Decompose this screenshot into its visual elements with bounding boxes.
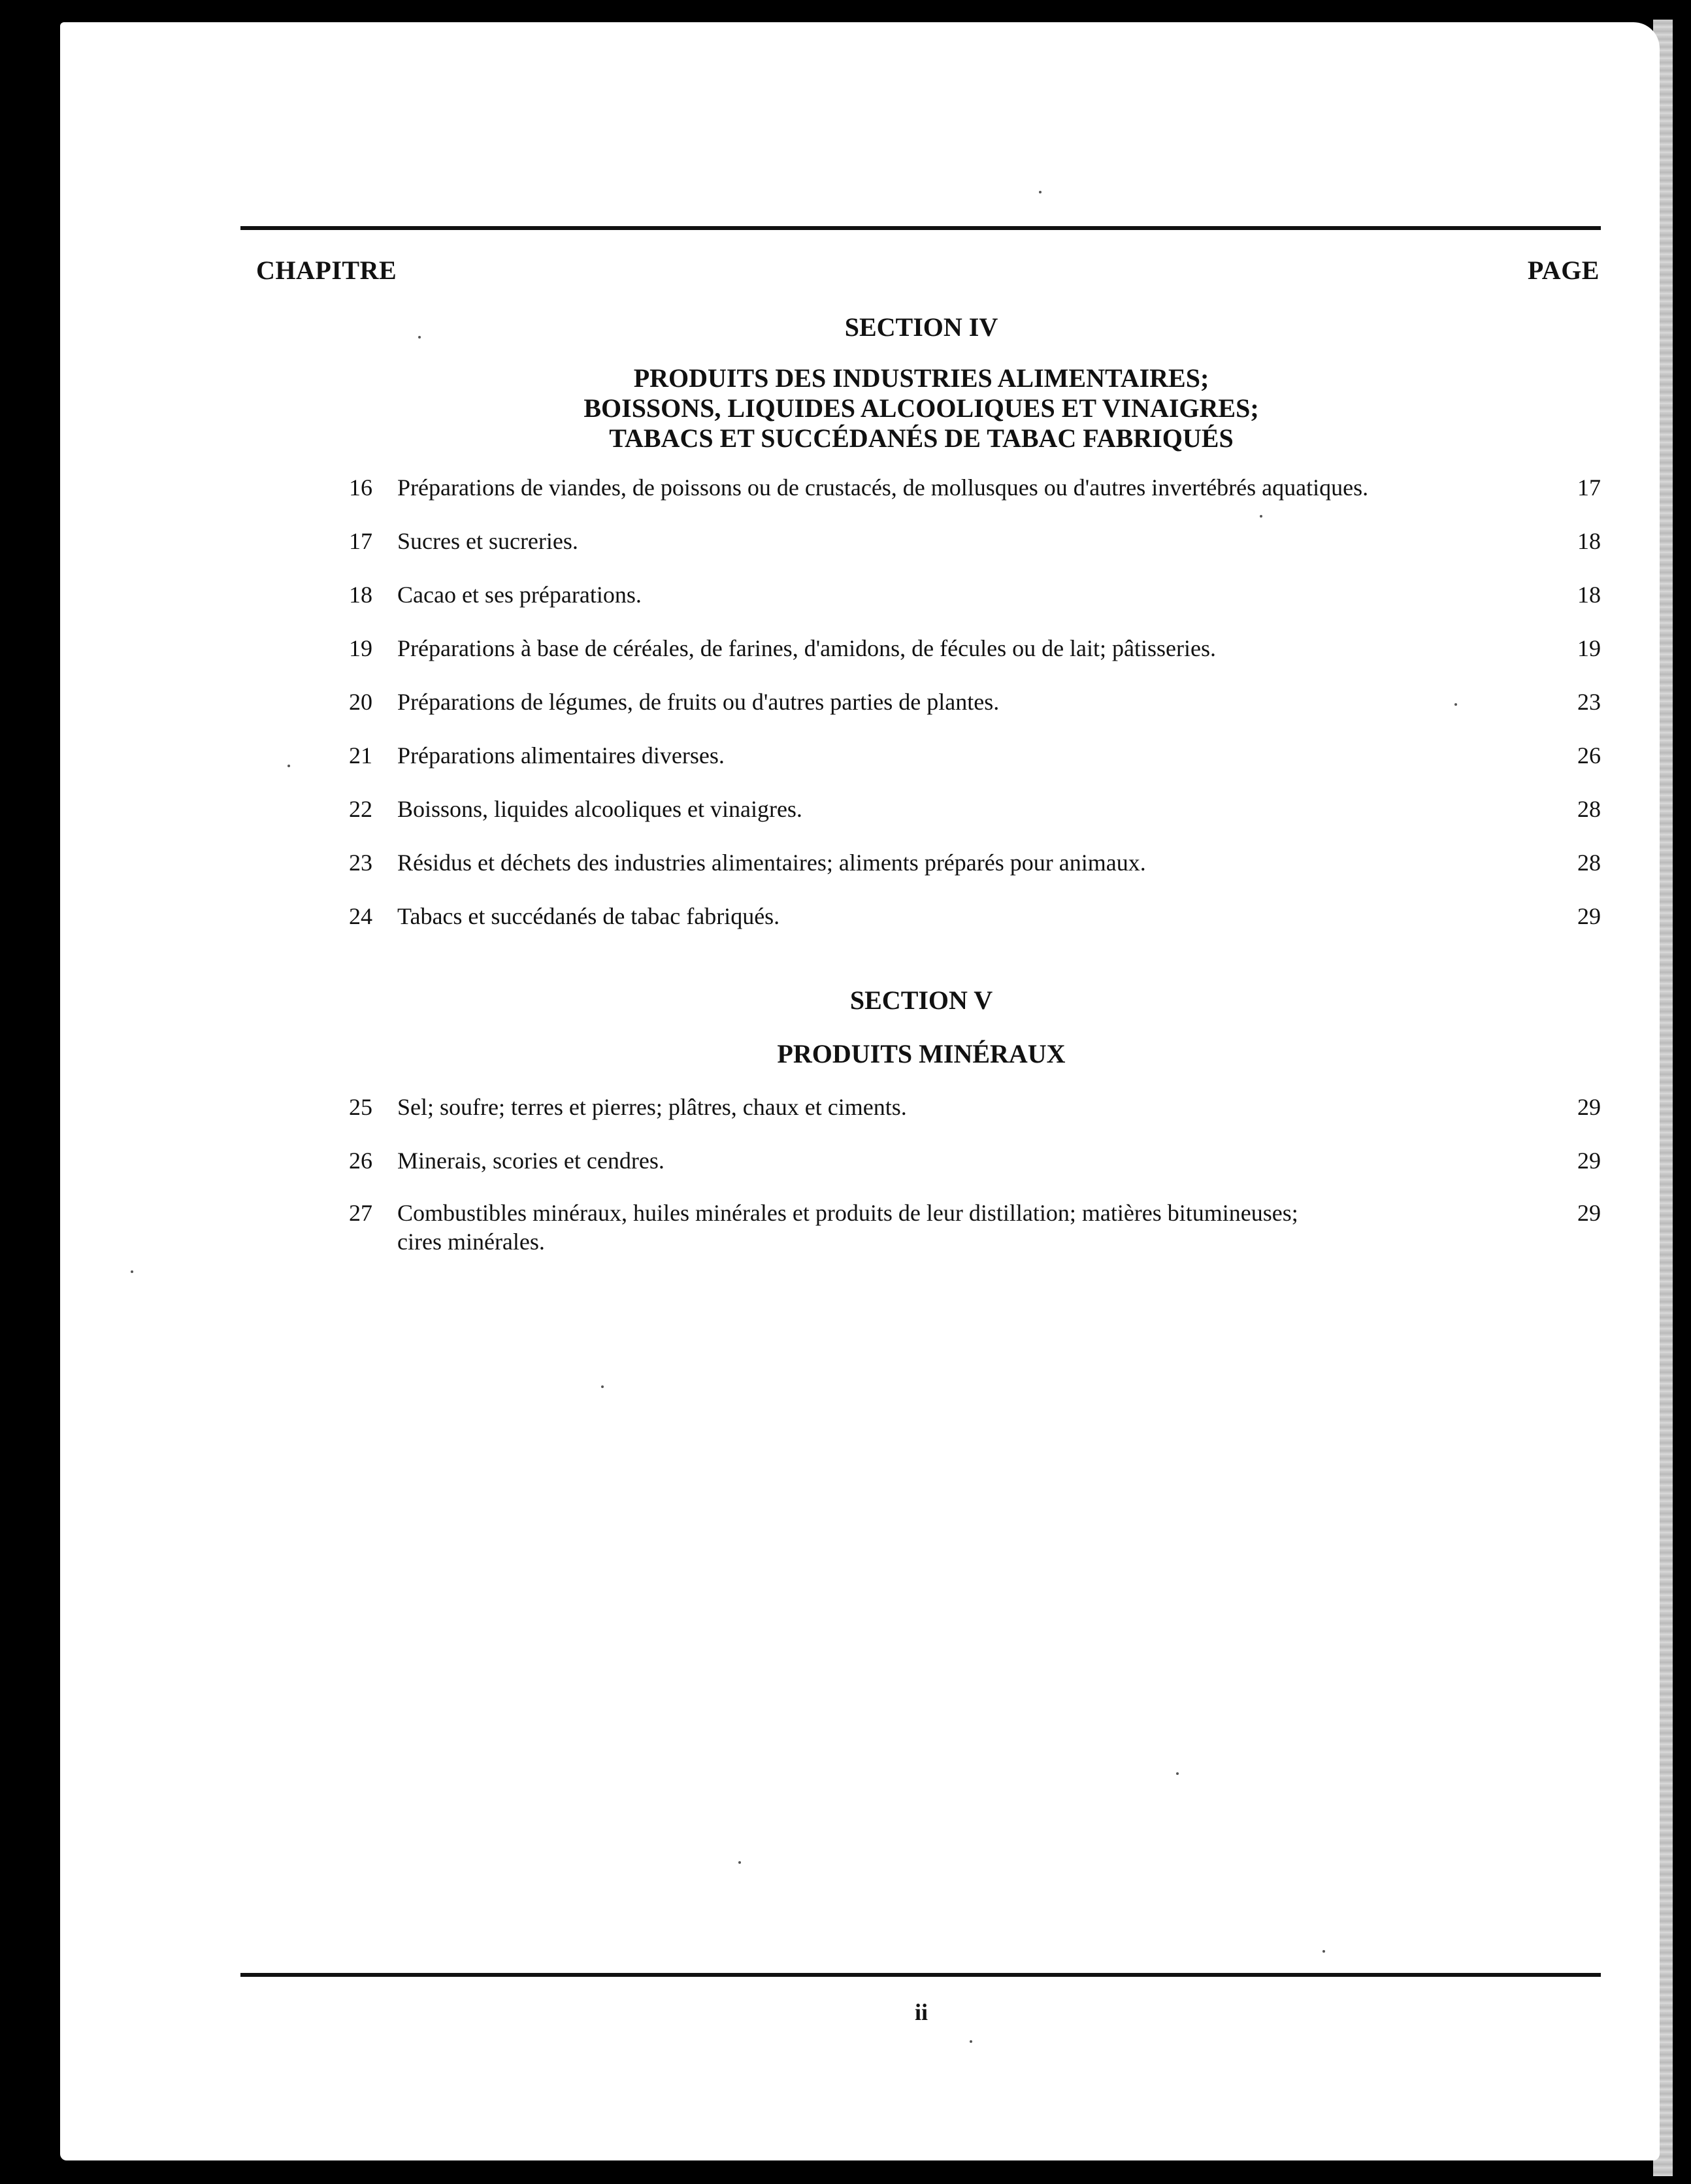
chapter-title: Préparations de viandes, de poissons ou de crustacés, de mollusques ou d'autres invertébrés aquatiques. <box>397 474 1369 501</box>
chapter-title <box>397 1199 1417 1256</box>
document-page <box>60 22 1660 2160</box>
chapter-title: Résidus et déchets des industries alimentaires; aliments préparés pour animaux. <box>397 850 1146 876</box>
chapter-title: Sucres et sucreries. <box>397 528 578 554</box>
chapter-title: Sel; soufre; terres et pierres; plâtres, chaux et ciments. <box>397 1094 907 1120</box>
section-iv-label: SECTION IV <box>844 312 998 342</box>
chapter-title: Préparations à base de céréales, de farines, d'amidons, de fécules ou de lait; pâtisseries. <box>397 635 1217 661</box>
chapter-number: 23 <box>349 850 372 876</box>
section-v-label: SECTION V <box>849 985 993 1015</box>
chapter-number: 17 <box>349 528 372 554</box>
page-number: 28 <box>1577 850 1601 876</box>
chapter-number: 18 <box>349 582 372 608</box>
footer-page-number: ii <box>914 1999 928 2025</box>
chapter-title: Préparations de légumes, de fruits ou d'autres parties de plantes. <box>397 689 1000 715</box>
page-number: 18 <box>1577 528 1601 554</box>
page-number: 17 <box>1577 474 1601 501</box>
scan-speck <box>287 765 290 767</box>
scan-speck <box>1260 515 1262 518</box>
chapter-title: Préparations alimentaires diverses. <box>397 742 725 769</box>
page-number: 26 <box>1577 742 1601 769</box>
scan-speck <box>1322 1950 1325 1953</box>
chapter-title-line: Combustibles minéraux, huiles minérales et produits de leur distillation; matières bitumineuses; <box>397 1200 1298 1226</box>
section-iv-heading-line: PRODUITS DES INDUSTRIES ALIMENTAIRES; <box>633 363 1209 393</box>
scan-speck <box>131 1270 133 1273</box>
scan-speck <box>970 2040 972 2043</box>
section-iv-heading-line: TABACS ET SUCCÉDANÉS DE TABAC FABRIQUÉS <box>609 423 1234 453</box>
page-column-header: PAGE <box>1527 256 1600 285</box>
page-number: 19 <box>1577 635 1601 661</box>
chapter-number: 21 <box>349 742 372 769</box>
chapter-number: 22 <box>349 796 372 822</box>
scan-speck <box>1176 1772 1179 1775</box>
section-v-heading: PRODUITS MINÉRAUX <box>777 1039 1066 1068</box>
chapter-number: 26 <box>349 1148 372 1174</box>
page-number: 23 <box>1577 689 1601 715</box>
section-iv-heading-line: BOISSONS, LIQUIDES ALCOOLIQUES ET VINAIGRES; <box>583 393 1259 423</box>
scan-speck <box>601 1385 604 1388</box>
chapter-number: 24 <box>349 903 372 929</box>
page-number: 18 <box>1577 582 1601 608</box>
chapter-number: 20 <box>349 689 372 715</box>
page-number: 29 <box>1577 1200 1601 1226</box>
chapter-number: 27 <box>349 1200 372 1226</box>
chapter-title: Cacao et ses préparations. <box>397 582 642 608</box>
chapter-number: 25 <box>349 1094 372 1120</box>
chapter-title: Minerais, scories et cendres. <box>397 1148 665 1174</box>
chapter-column-header: CHAPITRE <box>256 256 397 285</box>
page-number: 29 <box>1577 1094 1601 1120</box>
scan-speck <box>1039 191 1042 193</box>
page-number: 29 <box>1577 1148 1601 1174</box>
chapter-number: 16 <box>349 474 372 501</box>
bottom-rule <box>240 1973 1601 1977</box>
scan-speck <box>1454 703 1457 706</box>
chapter-title-line: cires minérales. <box>397 1229 545 1255</box>
scan-speck <box>738 1861 741 1864</box>
top-rule <box>240 226 1601 230</box>
chapter-title: Boissons, liquides alcooliques et vinaigres. <box>397 796 802 822</box>
page-number: 28 <box>1577 796 1601 822</box>
chapter-number: 19 <box>349 635 372 661</box>
scan-speck <box>418 336 421 339</box>
chapter-title: Tabacs et succédanés de tabac fabriqués. <box>397 903 780 929</box>
page-number: 29 <box>1577 903 1601 929</box>
section-iv-heading <box>523 363 1320 454</box>
